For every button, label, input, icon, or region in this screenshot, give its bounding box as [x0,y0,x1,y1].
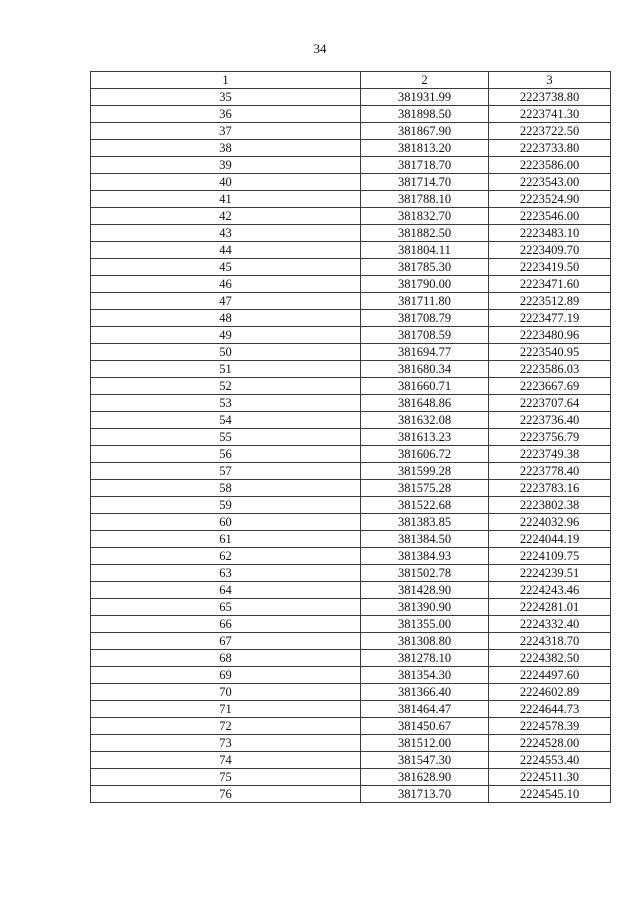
cell-x-coordinate: 381606.72 [361,446,489,463]
cell-y-coordinate: 2223733.80 [489,140,611,157]
table-row [91,752,611,769]
coordinates-table [90,71,611,803]
cell-x-coordinate: 381355.00 [361,616,489,633]
cell-x-coordinate: 381428.90 [361,582,489,599]
cell-x-coordinate: 381648.86 [361,395,489,412]
table-row [91,633,611,650]
table-row [91,786,611,803]
cell-point-number: 73 [91,735,361,752]
cell-y-coordinate: 2224281.01 [489,599,611,616]
table-row [91,191,611,208]
cell-point-number: 53 [91,395,361,412]
table-row [91,667,611,684]
cell-point-number: 48 [91,310,361,327]
table-row [91,412,611,429]
cell-x-coordinate: 381354.30 [361,667,489,684]
cell-point-number: 72 [91,718,361,735]
cell-y-coordinate: 2224602.89 [489,684,611,701]
cell-y-coordinate: 2223477.19 [489,310,611,327]
cell-point-number: 49 [91,327,361,344]
cell-x-coordinate: 381708.79 [361,310,489,327]
cell-point-number: 57 [91,463,361,480]
cell-y-coordinate: 2224243.46 [489,582,611,599]
cell-x-coordinate: 381522.68 [361,497,489,514]
table-row [91,599,611,616]
cell-x-coordinate: 381694.77 [361,344,489,361]
table-row [91,446,611,463]
cell-y-coordinate: 2223471.60 [489,276,611,293]
table-row [91,769,611,786]
cell-x-coordinate: 381464.47 [361,701,489,718]
table-row [91,616,611,633]
cell-x-coordinate: 381867.90 [361,123,489,140]
cell-y-coordinate: 2223524.90 [489,191,611,208]
cell-y-coordinate: 2223483.10 [489,225,611,242]
cell-x-coordinate: 381390.90 [361,599,489,616]
cell-point-number: 42 [91,208,361,225]
cell-y-coordinate: 2223707.64 [489,395,611,412]
cell-point-number: 35 [91,89,361,106]
cell-y-coordinate: 2224578.39 [489,718,611,735]
cell-y-coordinate: 2223546.00 [489,208,611,225]
header-cell-point-number: 1 [91,72,361,89]
cell-x-coordinate: 381575.28 [361,480,489,497]
table-row [91,157,611,174]
table-row [91,140,611,157]
cell-point-number: 74 [91,752,361,769]
cell-x-coordinate: 381278.10 [361,650,489,667]
cell-y-coordinate: 2224109.75 [489,548,611,565]
cell-y-coordinate: 2224239.51 [489,565,611,582]
cell-point-number: 52 [91,378,361,395]
table-row [91,276,611,293]
cell-point-number: 58 [91,480,361,497]
cell-point-number: 36 [91,106,361,123]
cell-y-coordinate: 2223736.40 [489,412,611,429]
cell-y-coordinate: 2224511.30 [489,769,611,786]
cell-point-number: 56 [91,446,361,463]
cell-x-coordinate: 381788.10 [361,191,489,208]
table-row [91,735,611,752]
cell-x-coordinate: 381384.93 [361,548,489,565]
page-number: 34 [313,41,327,56]
cell-x-coordinate: 381628.90 [361,769,489,786]
cell-point-number: 69 [91,667,361,684]
cell-x-coordinate: 381599.28 [361,463,489,480]
cell-point-number: 63 [91,565,361,582]
table-row [91,293,611,310]
table-row [91,174,611,191]
table-row [91,429,611,446]
cell-point-number: 65 [91,599,361,616]
cell-point-number: 46 [91,276,361,293]
cell-y-coordinate: 2224528.00 [489,735,611,752]
cell-point-number: 47 [91,293,361,310]
table-row [91,344,611,361]
cell-x-coordinate: 381708.59 [361,327,489,344]
cell-y-coordinate: 2224382.50 [489,650,611,667]
cell-x-coordinate: 381813.20 [361,140,489,157]
table-row [91,718,611,735]
cell-point-number: 76 [91,786,361,803]
table-row [91,361,611,378]
cell-x-coordinate: 381512.00 [361,735,489,752]
cell-y-coordinate: 2224644.73 [489,701,611,718]
cell-x-coordinate: 381898.50 [361,106,489,123]
cell-y-coordinate: 2223586.00 [489,157,611,174]
cell-x-coordinate: 381450.67 [361,718,489,735]
table-row [91,565,611,582]
cell-point-number: 62 [91,548,361,565]
cell-point-number: 37 [91,123,361,140]
cell-y-coordinate: 2224032.96 [489,514,611,531]
cell-point-number: 59 [91,497,361,514]
cell-y-coordinate: 2223540.95 [489,344,611,361]
cell-x-coordinate: 381832.70 [361,208,489,225]
table-row [91,327,611,344]
cell-point-number: 61 [91,531,361,548]
table-row [91,242,611,259]
cell-point-number: 43 [91,225,361,242]
cell-y-coordinate: 2223409.70 [489,242,611,259]
cell-point-number: 71 [91,701,361,718]
cell-x-coordinate: 381713.70 [361,786,489,803]
cell-x-coordinate: 381613.23 [361,429,489,446]
table-row [91,514,611,531]
cell-x-coordinate: 381711.80 [361,293,489,310]
header-cell-x: 2 [361,72,489,89]
table-row [91,106,611,123]
table-row [91,497,611,514]
cell-x-coordinate: 381790.00 [361,276,489,293]
coordinates-table-body [91,72,611,803]
cell-x-coordinate: 381383.85 [361,514,489,531]
cell-y-coordinate: 2223741.30 [489,106,611,123]
table-row [91,310,611,327]
cell-y-coordinate: 2223543.00 [489,174,611,191]
cell-point-number: 45 [91,259,361,276]
cell-y-coordinate: 2223778.40 [489,463,611,480]
table-row [91,548,611,565]
cell-y-coordinate: 2223802.38 [489,497,611,514]
cell-x-coordinate: 381804.11 [361,242,489,259]
cell-x-coordinate: 381384.50 [361,531,489,548]
cell-x-coordinate: 381882.50 [361,225,489,242]
cell-point-number: 64 [91,582,361,599]
cell-point-number: 51 [91,361,361,378]
table-row [91,480,611,497]
cell-x-coordinate: 381366.40 [361,684,489,701]
cell-y-coordinate: 2224332.40 [489,616,611,633]
cell-x-coordinate: 381547.30 [361,752,489,769]
table-row [91,701,611,718]
cell-y-coordinate: 2223756.79 [489,429,611,446]
cell-point-number: 41 [91,191,361,208]
cell-x-coordinate: 381680.34 [361,361,489,378]
table-row [91,395,611,412]
table-row [91,684,611,701]
table-row [91,650,611,667]
cell-x-coordinate: 381931.99 [361,89,489,106]
cell-point-number: 44 [91,242,361,259]
table-header-row [91,72,611,89]
cell-point-number: 60 [91,514,361,531]
cell-point-number: 50 [91,344,361,361]
cell-point-number: 70 [91,684,361,701]
cell-point-number: 54 [91,412,361,429]
table-row [91,208,611,225]
cell-y-coordinate: 2223738.80 [489,89,611,106]
cell-point-number: 67 [91,633,361,650]
table-row [91,259,611,276]
cell-y-coordinate: 2224044.19 [489,531,611,548]
cell-x-coordinate: 381714.70 [361,174,489,191]
cell-y-coordinate: 2224318.70 [489,633,611,650]
cell-point-number: 66 [91,616,361,633]
cell-point-number: 40 [91,174,361,191]
cell-y-coordinate: 2223480.96 [489,327,611,344]
cell-y-coordinate: 2223783.16 [489,480,611,497]
cell-y-coordinate: 2223512.89 [489,293,611,310]
table-row [91,463,611,480]
cell-y-coordinate: 2223586.03 [489,361,611,378]
cell-y-coordinate: 2224497.60 [489,667,611,684]
cell-x-coordinate: 381632.08 [361,412,489,429]
cell-point-number: 39 [91,157,361,174]
table-row [91,531,611,548]
table-row [91,89,611,106]
table-row [91,225,611,242]
cell-x-coordinate: 381718.70 [361,157,489,174]
cell-point-number: 68 [91,650,361,667]
cell-point-number: 38 [91,140,361,157]
cell-y-coordinate: 2223722.50 [489,123,611,140]
cell-y-coordinate: 2224545.10 [489,786,611,803]
table-row [91,123,611,140]
table-row [91,378,611,395]
cell-point-number: 75 [91,769,361,786]
header-cell-y: 3 [489,72,611,89]
cell-x-coordinate: 381502.78 [361,565,489,582]
cell-point-number: 55 [91,429,361,446]
table-row [91,582,611,599]
cell-y-coordinate: 2223749.38 [489,446,611,463]
cell-x-coordinate: 381308.80 [361,633,489,650]
cell-x-coordinate: 381785.30 [361,259,489,276]
cell-y-coordinate: 2224553.40 [489,752,611,769]
cell-x-coordinate: 381660.71 [361,378,489,395]
cell-y-coordinate: 2223667.69 [489,378,611,395]
cell-y-coordinate: 2223419.50 [489,259,611,276]
